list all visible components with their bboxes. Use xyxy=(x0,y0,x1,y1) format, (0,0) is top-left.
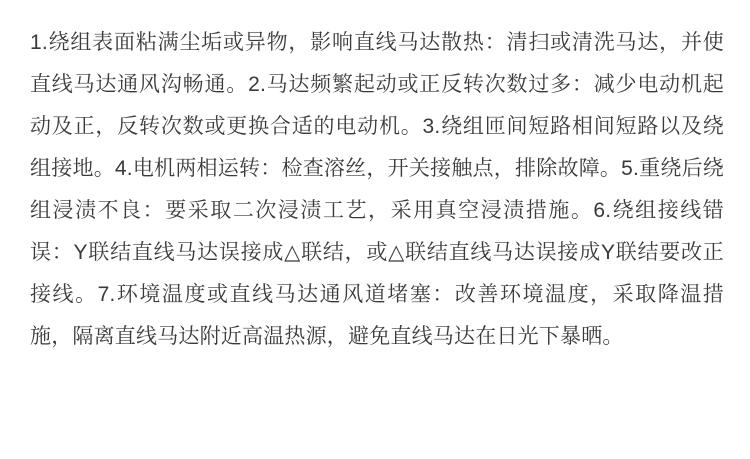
document-body-text: 1.绕组表面粘满尘垢或异物，影响直线马达散热：清扫或清洗马达，并使直线马达通风沟畅通。2.马达频繁起动或正反转次数过多：减少电动机起动及正，反转次数或更换合适的电动机。3.绕组匝间短路相间短路以及绕组接地。4.电机两相运转：检查溶丝，开关接触点，排除故障。5.重绕后绕组浸渍不良：要采取二次浸渍工艺，采用真空浸渍措施。6.绕组接线错误：Y联结直线马达误接成△联结，或△联结直线马达误接成Y联结要改正接线。7.环境温度或直线马达通风道堵塞：改善环境温度，采取降温措施，隔离直线马达附近高温热源，避免直线马达在日光下暴晒。 xyxy=(30,31,724,348)
